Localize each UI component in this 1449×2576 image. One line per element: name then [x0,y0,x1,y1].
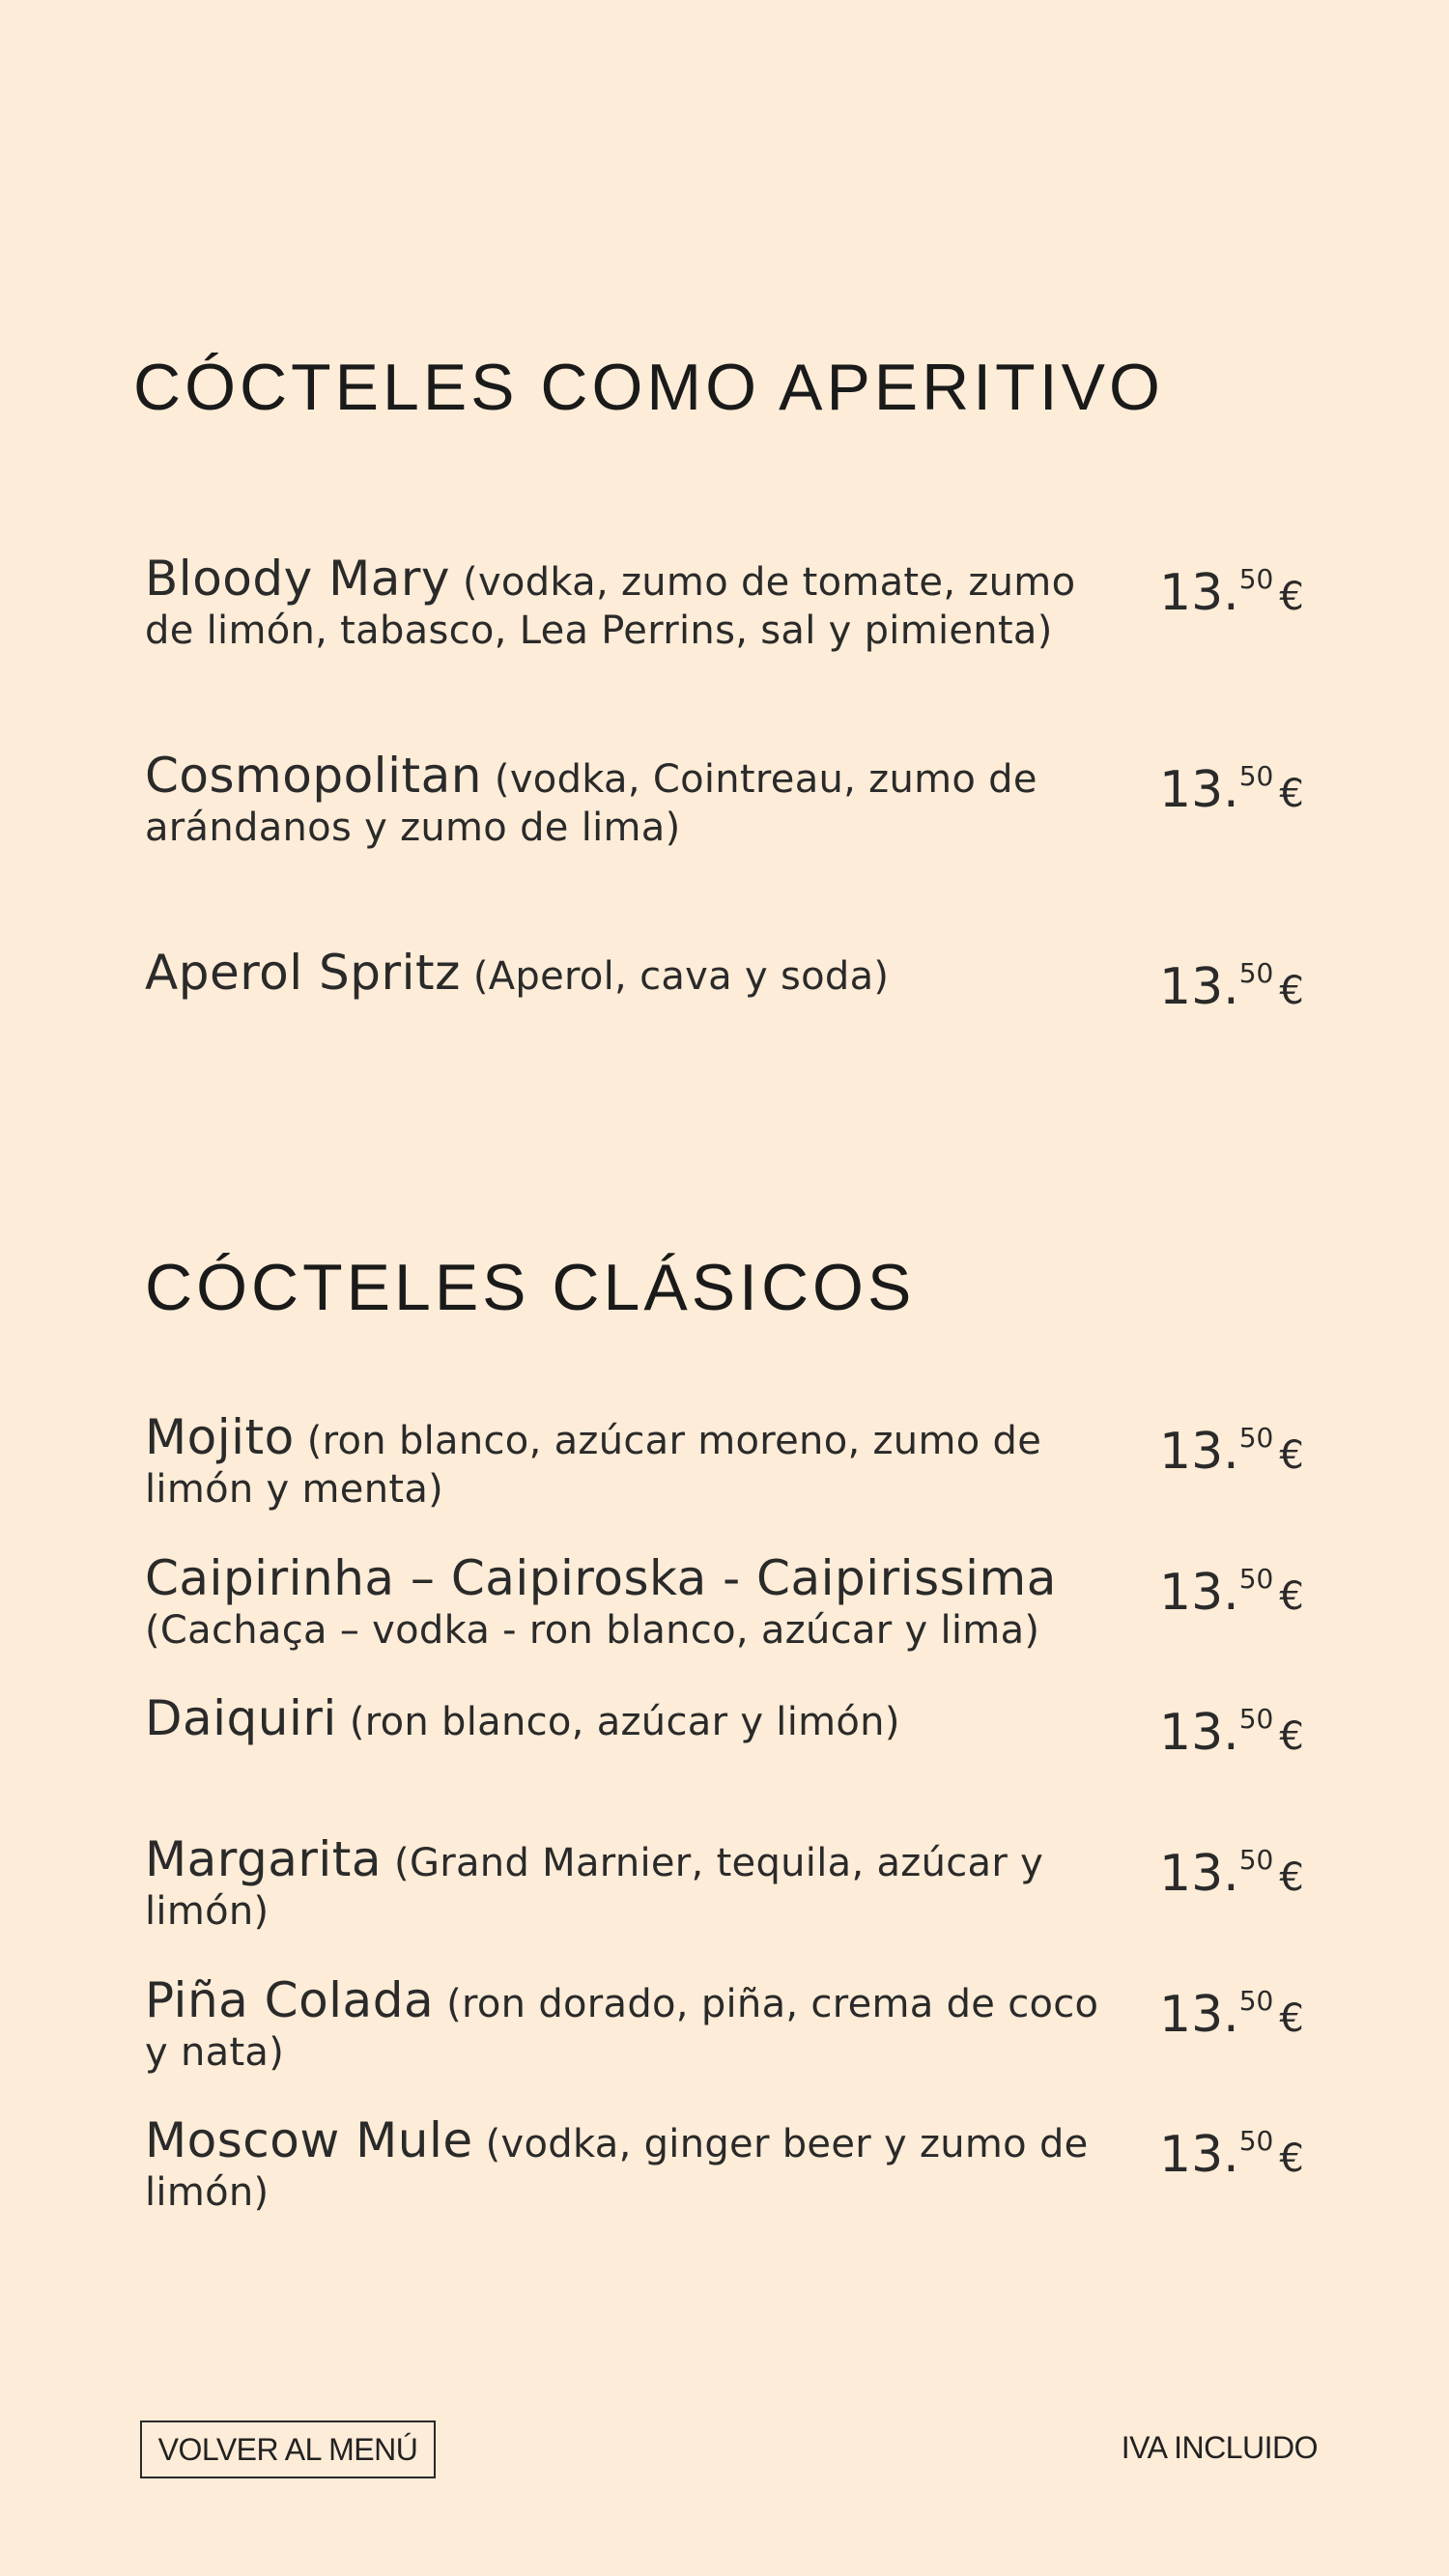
item-price: 13.50 € [1159,1985,1304,2044]
item-description: (ron blanco, azúcar moreno, zumo de limón y menta) [145,1419,1042,1512]
item-price: 13.50 € [1159,1703,1304,1762]
menu-item-mojito [145,1409,1323,1514]
vat-included-note: IVA INCLUIDO [1121,2430,1318,2465]
menu-item-margarita [145,1831,1323,1936]
menu-item-daiquiri [145,1690,1323,1766]
menu-item-aperol-spritz [145,945,1323,1020]
item-price: 13.50 € [1159,760,1304,819]
menu-item-pina-colada [145,1972,1323,2077]
back-to-menu-button[interactable]: VOLVER AL MENÚ [140,2420,436,2478]
item-name: Bloody Mary [145,551,451,607]
item-name: Caipirinha – Caipiroska - Caipirissima [145,1550,1057,1606]
item-description: (vodka, Cointreau, zumo de arándanos y zumo de lima) [145,757,1037,850]
menu-item-bloody-mary [145,551,1323,655]
item-name: Margarita [145,1831,383,1887]
item-price: 13.50 € [1159,1844,1304,1903]
item-description: (ron dorado, piña, crema de coco y nata) [145,1982,1099,2075]
item-description: (Grand Marnier, tequila, azúcar y limón) [145,1841,1044,1934]
item-description: (Cachaça – vodka - ron blanco, azúcar y lima) [145,1608,1040,1653]
item-price: 13.50 € [1159,957,1304,1016]
item-name: Aperol Spritz [145,945,461,1001]
item-price: 13.50 € [1159,1563,1304,1622]
item-name: Daiquiri [145,1690,337,1746]
item-price: 13.50 € [1159,563,1304,622]
menu-item-cosmopolitan [145,748,1323,852]
item-description: (vodka, zumo de tomate, zumo de limón, tabasco, Lea Perrins, sal y pimienta) [145,560,1076,653]
item-description: (vodka, ginger beer y zumo de limón) [145,2122,1089,2215]
item-name: Mojito [145,1409,295,1465]
menu-item-moscow-mule [145,2112,1323,2217]
menu-item-caipirinha [145,1550,1323,1655]
item-name: Cosmopolitan [145,748,482,804]
section-title-aperitivo: CÓCTELES COMO APERITIVO [133,351,1164,424]
item-description: (Aperol, cava y soda) [472,954,890,999]
item-name: Piña Colada [145,1972,435,2028]
item-name: Moscow Mule [145,2112,473,2168]
section-title-clasicos: CÓCTELES CLÁSICOS [145,1251,916,1324]
item-description: (ron blanco, azúcar y limón) [349,1700,900,1744]
item-price: 13.50 € [1159,1422,1304,1481]
item-price: 13.50 € [1159,2125,1304,2184]
